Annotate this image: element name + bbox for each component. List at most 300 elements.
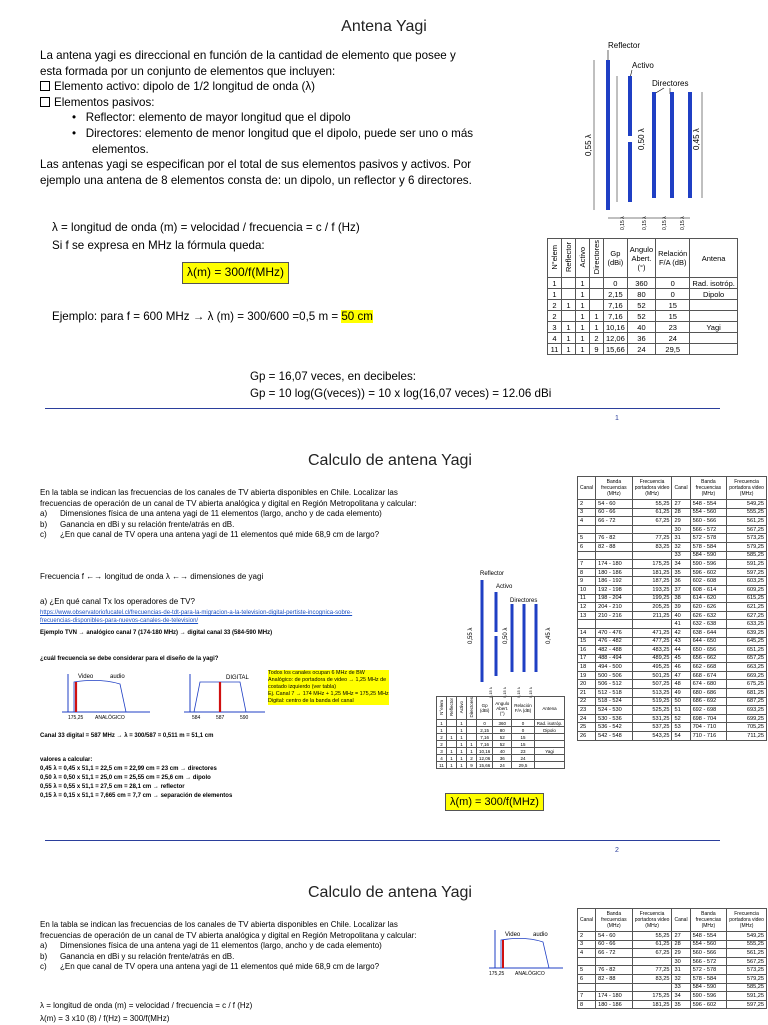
table-cell: 44 bbox=[672, 646, 690, 655]
list-item: Elemento activo: dipolo de 1/2 longitud de onda (λ) bbox=[40, 79, 560, 95]
table-cell: 3 bbox=[548, 322, 562, 333]
table-cell: 18 bbox=[578, 663, 596, 672]
table-cell: 621,25 bbox=[727, 603, 767, 612]
reflector-label: Reflector bbox=[608, 41, 641, 50]
table-cell: 8 bbox=[578, 1000, 596, 1009]
table-cell bbox=[447, 741, 457, 748]
table-header: Frecuencia portadora video (MHz) bbox=[632, 909, 672, 932]
table-cell: 495,25 bbox=[632, 663, 672, 672]
table-header: N°elem bbox=[437, 697, 447, 720]
canal33-calc: Canal 33 digital = 587 MHz → λ = 300/587 = 0,511 m = 51,1 cm bbox=[40, 733, 214, 739]
table-cell: 0 bbox=[656, 289, 690, 300]
table-cell: 668 - 674 bbox=[690, 671, 727, 680]
table-cell: 639,25 bbox=[727, 628, 767, 637]
table-header: Reflector bbox=[447, 697, 457, 720]
formula-line: λ = longitud de onda (m) = velocidad / frecuencia = c / f (Hz) bbox=[52, 221, 360, 234]
table-cell: 686 - 692 bbox=[690, 697, 727, 706]
table-cell: 1 bbox=[576, 333, 590, 344]
table-header: Relación F/A (dB) bbox=[512, 697, 535, 720]
values-list: valores a calcular: 0,45 λ = 0,45 x 51,1 = 22,5 cm = 22,99 cm = 23 cm → directores 0,50 λ = 0,50 x 51,1 = 25,0 cm = 25,55 cm = 25,6 cm → dipolo 0,55 λ = 0,55 x 51,1 = 27,5 cm = 28,1 cm → reflector 0,15 λ = 0,15 x 51,1 = 7,665 cm = 7,7 cm → separación de elementos bbox=[40, 757, 233, 799]
table-row bbox=[548, 344, 738, 355]
table-cell: 554 - 560 bbox=[690, 508, 727, 517]
table-cell: 45 bbox=[672, 654, 690, 663]
formula-line: λ = longitud de onda (m) = velocidad / frecuencia = c / f (Hz) bbox=[40, 1001, 253, 1010]
reference-link[interactable]: frecuencias-disponibles-para-nuevos-canales-de-television/ bbox=[40, 618, 199, 624]
table-cell: 12,06 bbox=[604, 333, 628, 344]
table-header: Angulo Abert. (°) bbox=[627, 239, 655, 278]
table-cell: 2 bbox=[590, 333, 604, 344]
table-cell: 66 - 72 bbox=[596, 517, 633, 526]
table-cell: 52 bbox=[627, 300, 655, 311]
table-cell: 560 - 566 bbox=[690, 517, 727, 526]
table-header: Banda frecuencias (MHz) bbox=[596, 909, 633, 932]
svg-text:audio: audio bbox=[533, 932, 548, 938]
table-cell: 6 bbox=[578, 542, 596, 551]
table-row bbox=[578, 949, 767, 958]
table-header: Activo bbox=[576, 239, 590, 278]
spacing-label: 0,15 λ bbox=[680, 216, 686, 230]
table-cell: 518 - 524 bbox=[596, 697, 633, 706]
spacing-label: 0,15 λ bbox=[662, 216, 668, 230]
table-cell: 12 bbox=[578, 603, 596, 612]
table-row bbox=[578, 551, 767, 560]
table-row bbox=[578, 534, 767, 543]
table-cell bbox=[596, 983, 633, 992]
table-cell: 1 bbox=[562, 300, 576, 311]
table-cell: 52 bbox=[627, 311, 655, 322]
table-cell: 210 - 216 bbox=[596, 611, 633, 620]
table-row bbox=[437, 727, 565, 734]
svg-text:DIGITAL: DIGITAL bbox=[226, 675, 249, 681]
table-row bbox=[437, 755, 565, 762]
table-cell: 40 bbox=[627, 322, 655, 333]
table-cell: 609,25 bbox=[727, 585, 767, 594]
table-cell: 9 bbox=[590, 344, 604, 355]
table-cell: 15 bbox=[656, 300, 690, 311]
table-cell: 30 bbox=[672, 525, 690, 534]
example-line: Ejemplo: para f = 600 MHz → λ (m) = 300/600 =0,5 m = 50 cm bbox=[52, 310, 373, 323]
table-cell bbox=[562, 289, 576, 300]
table-cell: 29 bbox=[672, 517, 690, 526]
table-cell: 1 bbox=[590, 311, 604, 322]
table-header: Frecuencia portadora video (MHz) bbox=[727, 477, 767, 500]
table-cell: 1 bbox=[467, 741, 477, 748]
svg-text:Directores: Directores bbox=[510, 598, 538, 604]
gp-line: Gp = 10 log(G(veces)) = 10 x log(16,07 veces) = 12.06 dBi bbox=[250, 387, 552, 400]
table-cell: 33 bbox=[672, 983, 690, 992]
table-cell: 10,16 bbox=[604, 322, 628, 333]
table-cell: 205,25 bbox=[632, 603, 672, 612]
divider bbox=[45, 840, 720, 841]
svg-text:0,45 λ: 0,45 λ bbox=[546, 627, 552, 644]
table-cell: 52 bbox=[672, 714, 690, 723]
table-cell: 4 bbox=[578, 949, 596, 958]
table-row bbox=[437, 762, 565, 769]
table-cell: 13 bbox=[578, 611, 596, 620]
table-cell: 1 bbox=[447, 762, 457, 769]
table-cell bbox=[534, 741, 565, 748]
table-cell: 705,25 bbox=[727, 723, 767, 732]
table-cell: 494 - 500 bbox=[596, 663, 633, 672]
table-cell: 507,25 bbox=[632, 680, 672, 689]
table-cell: 1 bbox=[576, 322, 590, 333]
table-header: Frecuencia portadora video (MHz) bbox=[632, 477, 672, 500]
table-cell: 608 - 614 bbox=[690, 585, 727, 594]
table-cell: 543,25 bbox=[632, 732, 672, 741]
table-cell: 681,25 bbox=[727, 689, 767, 698]
svg-text:0,55 λ: 0,55 λ bbox=[468, 627, 474, 644]
table-header: Angulo Abert. (°) bbox=[493, 697, 512, 720]
list-item: Elementos pasivos: bbox=[40, 95, 560, 111]
table-cell: 15 bbox=[512, 734, 535, 741]
table-cell: 567,25 bbox=[727, 957, 767, 966]
table-cell: 1 bbox=[467, 748, 477, 755]
slide3-body: En la tabla se indican las frecuencias de los canales de TV abierta disponibles en Chile. Localizar las frecuencias de operación de un canal de TV abierta analógica y digital en Región Metropolitana y calcular: a) Dimensiones física de una antena yagi de 11 elementos (largo, ancho y de cada elemento) b) Ganancia en dBi y su relación frente/atrás en dB. c) ¿En que canal de TV opera una antena yagi de 11 elementos qué mide 68,9 cm de largo? bbox=[40, 920, 417, 972]
table-cell: 590 - 596 bbox=[690, 560, 727, 569]
table-cell: 76 - 82 bbox=[596, 534, 633, 543]
spectrum-sketch bbox=[40, 668, 270, 720]
spec-line: ejemplo una antena de 8 elementos consta de: un dipolo, un reflector y 6 directores. bbox=[40, 173, 472, 187]
table-cell: 0 bbox=[512, 720, 535, 727]
table-cell: 181,25 bbox=[632, 1000, 672, 1009]
gp-line: Gp = 16,07 veces, en decibeles: bbox=[250, 370, 416, 383]
table-row bbox=[578, 714, 767, 723]
length-label: 0,55 λ bbox=[584, 134, 593, 156]
table-cell: 567,25 bbox=[727, 525, 767, 534]
table-header: Directores bbox=[590, 239, 604, 278]
freq-table bbox=[577, 476, 767, 741]
table-row bbox=[578, 940, 767, 949]
table-cell: 49 bbox=[672, 689, 690, 698]
table-cell bbox=[632, 525, 672, 534]
table-cell: 29,5 bbox=[512, 762, 535, 769]
svg-text:175,25: 175,25 bbox=[489, 971, 505, 976]
table-row bbox=[578, 637, 767, 646]
table-cell: 561,25 bbox=[727, 949, 767, 958]
table-cell: 60 - 66 bbox=[596, 508, 633, 517]
table-cell: 83,25 bbox=[632, 542, 672, 551]
table-cell: 669,25 bbox=[727, 671, 767, 680]
table-row bbox=[578, 663, 767, 672]
table-cell: 597,25 bbox=[727, 568, 767, 577]
table-cell: 573,25 bbox=[727, 534, 767, 543]
table-cell: 19 bbox=[578, 671, 596, 680]
tvn-example: Ejemplo TVN → analógico canal 7 (174-180 MHz) → digital canal 33 (584-590 MHz) bbox=[40, 630, 273, 636]
table-header: Canal bbox=[672, 909, 690, 932]
table-cell: 180 - 186 bbox=[596, 568, 633, 577]
table-cell: 1 bbox=[548, 289, 562, 300]
table-cell: 1 bbox=[447, 734, 457, 741]
table-row bbox=[578, 542, 767, 551]
table-cell: 48 bbox=[672, 680, 690, 689]
table-cell bbox=[467, 734, 477, 741]
table-cell: 536 - 542 bbox=[596, 723, 633, 732]
table-cell: 1 bbox=[457, 727, 467, 734]
table-cell: 24 bbox=[656, 333, 690, 344]
table-cell: 15,66 bbox=[477, 762, 493, 769]
table-row bbox=[578, 932, 767, 941]
table-cell: Rad. isotróp. bbox=[534, 720, 565, 727]
length-label: 0,45 λ bbox=[692, 128, 701, 150]
table-cell: 555,25 bbox=[727, 940, 767, 949]
table-row bbox=[578, 680, 767, 689]
bullet-icon: • bbox=[72, 126, 86, 140]
table-cell: 10,16 bbox=[477, 748, 493, 755]
table-row bbox=[578, 628, 767, 637]
table-cell: 548 - 554 bbox=[690, 500, 727, 509]
table-row bbox=[578, 1000, 767, 1009]
table-cell: 83,25 bbox=[632, 974, 672, 983]
checkbox-icon bbox=[40, 97, 50, 107]
table-row bbox=[578, 525, 767, 534]
table-cell: 573,25 bbox=[727, 966, 767, 975]
table-row bbox=[578, 594, 767, 603]
yagi-table-small bbox=[436, 696, 565, 769]
question-a: a) Dimensiones física de una antena yagi de 11 elementos (largo, ancho y de cada elemento) bbox=[40, 509, 382, 519]
table-cell: 561,25 bbox=[727, 517, 767, 526]
table-row bbox=[437, 741, 565, 748]
table-cell: 55,25 bbox=[632, 500, 672, 509]
table-cell bbox=[596, 957, 633, 966]
table-cell: 524 - 530 bbox=[596, 706, 633, 715]
table-header: Directores bbox=[467, 697, 477, 720]
table-cell: 77,25 bbox=[632, 966, 672, 975]
table-cell: 9 bbox=[467, 762, 477, 769]
slide3-title: Calculo de antena Yagi bbox=[308, 884, 472, 901]
question-b: b) Ganancia en dBi y su relación frente/atrás en dB. bbox=[40, 519, 235, 529]
table-row bbox=[578, 560, 767, 569]
table-cell: 16 bbox=[578, 646, 596, 655]
table-cell: 11 bbox=[437, 762, 447, 769]
table-cell: 32 bbox=[672, 974, 690, 983]
table-cell: 31 bbox=[672, 534, 690, 543]
table-cell bbox=[632, 551, 672, 560]
table-row bbox=[578, 723, 767, 732]
table-cell bbox=[578, 525, 596, 534]
table-row bbox=[578, 983, 767, 992]
table-cell: 698 - 704 bbox=[690, 714, 727, 723]
table-cell: 54 - 60 bbox=[596, 932, 633, 941]
formula-line: Si f se expresa en MHz la fórmula queda: bbox=[52, 239, 265, 252]
svg-text:audio: audio bbox=[110, 674, 125, 680]
table-cell: 525,25 bbox=[632, 706, 672, 715]
table-cell: 500 - 506 bbox=[596, 671, 633, 680]
table-cell: 620 - 626 bbox=[690, 603, 727, 612]
table-cell: 198 - 204 bbox=[596, 594, 633, 603]
table-cell: 1 bbox=[457, 734, 467, 741]
table-cell: 1 bbox=[590, 322, 604, 333]
table-cell: 0 bbox=[656, 278, 690, 289]
table-cell bbox=[632, 983, 672, 992]
table-cell: 8 bbox=[578, 568, 596, 577]
table-cell: 22 bbox=[578, 697, 596, 706]
table-cell: 591,25 bbox=[727, 992, 767, 1001]
table-cell: 30 bbox=[672, 957, 690, 966]
table-cell: 7 bbox=[578, 992, 596, 1001]
table-cell: 1 bbox=[457, 720, 467, 727]
svg-text:ANALÓGICO: ANALÓGICO bbox=[515, 971, 545, 976]
table-cell: 35 bbox=[672, 1000, 690, 1009]
intro-line: La antena yagi es direccional en función de la cantidad de elemento que posee y bbox=[40, 49, 456, 62]
table-cell: 1 bbox=[576, 300, 590, 311]
table-cell: 489,25 bbox=[632, 654, 672, 663]
table-header: Gp (dBi) bbox=[604, 239, 628, 278]
table-row bbox=[578, 671, 767, 680]
table-cell: Rad. isotróp. bbox=[690, 278, 738, 289]
svg-text:0,15 λ: 0,15 λ bbox=[516, 687, 521, 698]
table-cell: 24 bbox=[512, 755, 535, 762]
table-cell: 3 bbox=[437, 748, 447, 755]
table-cell: 1 bbox=[576, 289, 590, 300]
slide2-title: Calculo de antena Yagi bbox=[308, 452, 472, 469]
table-cell bbox=[534, 762, 565, 769]
table-row bbox=[578, 646, 767, 655]
table-cell: 3 bbox=[578, 508, 596, 517]
table-cell: 2 bbox=[578, 500, 596, 509]
table-row bbox=[578, 517, 767, 526]
table-cell: 699,25 bbox=[727, 714, 767, 723]
table-header: Banda frecuencias (MHz) bbox=[596, 477, 633, 500]
table-cell: 199,25 bbox=[632, 594, 672, 603]
table-cell: 7,16 bbox=[477, 734, 493, 741]
table-cell: 506 - 512 bbox=[596, 680, 633, 689]
table-cell: 512 - 518 bbox=[596, 689, 633, 698]
table-cell: Dipolo bbox=[690, 289, 738, 300]
table-cell: 24 bbox=[578, 714, 596, 723]
reference-link[interactable]: https://www.observatoriofucatel.cl/frecuencias-de-tdt-para-la-migracion-a-la-television-digital-pertiste-incognica-sobre- bbox=[40, 610, 353, 616]
svg-text:584: 584 bbox=[192, 715, 201, 720]
table-cell bbox=[578, 983, 596, 992]
table-cell: 192 - 198 bbox=[596, 585, 633, 594]
table-cell: 644 - 650 bbox=[690, 637, 727, 646]
table-cell: 50 bbox=[672, 697, 690, 706]
table-cell: 692 - 698 bbox=[690, 706, 727, 715]
table-cell: 645,25 bbox=[727, 637, 767, 646]
table-cell bbox=[596, 620, 633, 629]
table-cell: 10 bbox=[578, 585, 596, 594]
table-cell bbox=[632, 620, 672, 629]
table-cell: 174 - 180 bbox=[596, 992, 633, 1001]
freq-table bbox=[577, 908, 767, 1009]
table-row bbox=[578, 957, 767, 966]
table-cell: 193,25 bbox=[632, 585, 672, 594]
table-cell: 471,25 bbox=[632, 628, 672, 637]
table-cell: 9 bbox=[578, 577, 596, 586]
table-cell: 597,25 bbox=[727, 1000, 767, 1009]
table-cell: 657,25 bbox=[727, 654, 767, 663]
svg-text:0,15 λ: 0,15 λ bbox=[488, 687, 493, 698]
table-cell: 470 - 476 bbox=[596, 628, 633, 637]
table-cell: 602 - 608 bbox=[690, 577, 727, 586]
table-cell: 46 bbox=[672, 663, 690, 672]
table-cell: 633,25 bbox=[727, 620, 767, 629]
spec-line: Las antenas yagi se especifican por el total de sus elementos pasivos y activos. Por bbox=[40, 158, 472, 172]
svg-text:0,15 λ: 0,15 λ bbox=[502, 687, 507, 698]
table-cell: 12,06 bbox=[477, 755, 493, 762]
table-row bbox=[578, 689, 767, 698]
table-cell: 579,25 bbox=[727, 542, 767, 551]
table-cell bbox=[596, 525, 633, 534]
table-cell: 710 - 716 bbox=[690, 732, 727, 741]
table-header: Canal bbox=[578, 909, 596, 932]
table-cell: 542 - 548 bbox=[596, 732, 633, 741]
table-cell: 37 bbox=[672, 585, 690, 594]
table-cell: 29 bbox=[672, 949, 690, 958]
table-cell: 483,25 bbox=[632, 646, 672, 655]
table-cell: 67,25 bbox=[632, 949, 672, 958]
table-cell: 33 bbox=[672, 551, 690, 560]
svg-text:0,50 λ: 0,50 λ bbox=[503, 627, 509, 644]
table-cell: 579,25 bbox=[727, 974, 767, 983]
table-cell: 11 bbox=[548, 344, 562, 355]
yagi-diagram-small bbox=[460, 568, 555, 698]
table-row bbox=[548, 322, 738, 333]
table-cell: 566 - 572 bbox=[690, 525, 727, 534]
table-cell: 7,16 bbox=[477, 741, 493, 748]
table-header: Antena bbox=[534, 697, 565, 720]
formula-box: λ(m) = 300/f(MHz) bbox=[182, 262, 289, 284]
table-cell: 3 bbox=[578, 940, 596, 949]
table-cell: 596 - 602 bbox=[690, 568, 727, 577]
table-cell bbox=[632, 957, 672, 966]
table-cell: 680 - 686 bbox=[690, 689, 727, 698]
table-row bbox=[578, 697, 767, 706]
table-cell: 591,25 bbox=[727, 560, 767, 569]
table-cell: 47 bbox=[672, 671, 690, 680]
table-cell: 530 - 536 bbox=[596, 714, 633, 723]
table-cell: 187,25 bbox=[632, 577, 672, 586]
table-cell: 36 bbox=[672, 577, 690, 586]
activo-label: Activo bbox=[632, 61, 654, 70]
table-header: Antena bbox=[690, 239, 738, 278]
table-row bbox=[578, 620, 767, 629]
table-cell: 0 bbox=[477, 720, 493, 727]
table-cell: 41 bbox=[672, 620, 690, 629]
table-cell: 4 bbox=[548, 333, 562, 344]
table-cell: 67,25 bbox=[632, 517, 672, 526]
table-cell: 21 bbox=[578, 689, 596, 698]
table-cell: 38 bbox=[672, 594, 690, 603]
table-cell: 1 bbox=[457, 748, 467, 755]
table-cell: 25 bbox=[578, 723, 596, 732]
table-cell: 488 - 494 bbox=[596, 654, 633, 663]
table-cell: 40 bbox=[493, 748, 512, 755]
table-cell: 584 - 590 bbox=[690, 983, 727, 992]
table-cell: 501,25 bbox=[632, 671, 672, 680]
table-cell bbox=[467, 720, 477, 727]
table-cell: 1 bbox=[437, 720, 447, 727]
table-cell bbox=[590, 300, 604, 311]
table-cell: 23 bbox=[512, 748, 535, 755]
table-cell: 61,25 bbox=[632, 940, 672, 949]
table-cell: 566 - 572 bbox=[690, 957, 727, 966]
table-cell: 626 - 632 bbox=[690, 611, 727, 620]
table-header: N°elem bbox=[548, 239, 562, 278]
table-cell: 1 bbox=[437, 727, 447, 734]
yagi-table bbox=[547, 238, 738, 355]
table-cell: 80 bbox=[493, 727, 512, 734]
table-cell: 186 - 192 bbox=[596, 577, 633, 586]
bullet-item: • Reflector: elemento de mayor longitud que el dipolo bbox=[72, 111, 351, 125]
table-cell: 26 bbox=[578, 732, 596, 741]
table-cell bbox=[690, 333, 738, 344]
table-row bbox=[578, 706, 767, 715]
table-cell: 2,15 bbox=[604, 289, 628, 300]
svg-text:590: 590 bbox=[240, 715, 249, 720]
table-row bbox=[578, 585, 767, 594]
table-cell: 554 - 560 bbox=[690, 940, 727, 949]
table-cell: 174 - 180 bbox=[596, 560, 633, 569]
